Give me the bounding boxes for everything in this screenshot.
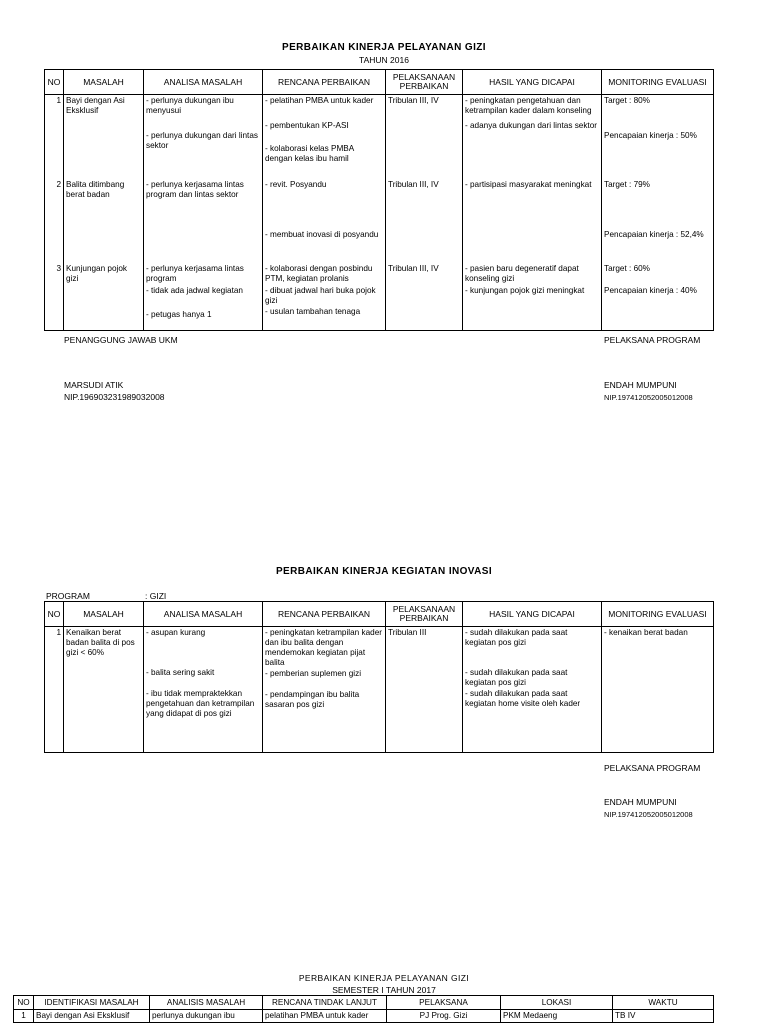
analisa-line: - balita sering sakit (146, 668, 215, 677)
header-hasil: HASIL YANG DICAPAI (463, 70, 602, 95)
analisa-line: - asupan kurang (146, 628, 206, 637)
analisa-line: - perlunya kerjasama lintas program dan lintas sektor (146, 179, 244, 199)
cell-identifikasi: Bayi dengan Asi Eksklusif (34, 1010, 150, 1023)
hasil-line: - kunjungan pojok gizi meningkat (465, 285, 585, 295)
header-masalah: MASALAH (64, 602, 144, 627)
sign-left-name: MARSUDI ATIK (64, 380, 124, 390)
rencana-line: - pelatihan PMBA untuk kader (265, 96, 374, 105)
row-hasil (463, 95, 602, 179)
header-lokasi: LOKASI (501, 996, 613, 1010)
row-monitoring (602, 179, 714, 263)
row-analisa (144, 95, 263, 179)
header-no: NO (45, 602, 64, 627)
row-masalah: Bayi dengan Asi Eksklusif (64, 95, 144, 179)
rencana-line: - dibuat jadwal hari buka pojok gizi (265, 285, 376, 305)
section2-title: PERBAIKAN KINERJA KEGIATAN INOVASI (275, 566, 493, 577)
sign-right-role: PELAKSANA PROGRAM (604, 335, 701, 345)
header-no: NO (45, 70, 64, 95)
table-row (45, 263, 714, 331)
sign2-right-role: PELAKSANA PROGRAM (604, 763, 701, 773)
sign2-right-nip: NIP.197412052005012008 (604, 810, 693, 819)
sign-right-name: ENDAH MUMPUNI (604, 380, 677, 390)
monitoring-line: Pencapaian kinerja : 40% (604, 285, 697, 295)
program-label: PROGRAM (46, 591, 90, 601)
sign-right-nip: NIP.197412052005012008 (604, 393, 693, 402)
rencana-line: - membuat inovasi di posyandu (265, 229, 379, 239)
header-waktu: WAKTU (613, 996, 714, 1010)
row-analisa (144, 263, 263, 331)
header-rencana: RENCANA PERBAIKAN (263, 70, 386, 95)
header-hasil: HASIL YANG DICAPAI (463, 602, 602, 627)
row-pelaksanaan: Tribulan III, IV (386, 179, 463, 263)
table-row (45, 179, 714, 263)
sign-left-nip: NIP.196903231989032008 (64, 392, 165, 402)
row-masalah: Kunjungan pojok gizi (64, 263, 144, 331)
row-monitoring (602, 95, 714, 179)
analisa-line: - ibu tidak mempraktekkan pengetahuan dan ketrampilan yang didapat di pos gizi (146, 689, 255, 718)
cell-lokasi: PKM Medaeng (501, 1010, 613, 1023)
hasil-line: - pasien baru degeneratif dapat konseling gizi (465, 263, 579, 283)
monitoring-line: Target : 79% (604, 179, 650, 189)
row-pelaksanaan: Tribulan III (386, 627, 463, 753)
row-hasil (463, 627, 602, 753)
hasil-line: - partisipasi masyarakat meningkat (465, 179, 592, 189)
section3-subtitle: SEMESTER I TAHUN 2017 (332, 985, 436, 995)
row-analisa (144, 627, 263, 753)
row-masalah: Balita ditimbang berat badan (64, 179, 144, 263)
hasil-line: - peningkatan pengetahuan dan ketrampilan kader dalam konseling (465, 96, 592, 115)
section1-header-row (45, 70, 714, 95)
analisa-line: - petugas hanya 1 (146, 309, 212, 319)
header-monitoring: MONITORING EVALUASI (602, 602, 714, 627)
row-hasil (463, 179, 602, 263)
hasil-line: - sudah dilakukan pada saat kegiatan home visite oleh kader (465, 689, 581, 708)
rencana-line: - usulan tambahan tenaga (265, 306, 361, 316)
row-rencana (263, 263, 386, 331)
header-analisis: ANALISIS MASALAH (150, 996, 263, 1010)
sign-left-role: PENANGGUNG JAWAB UKM (64, 335, 178, 345)
row-monitoring (602, 627, 714, 753)
monitoring-line: Target : 60% (604, 263, 650, 273)
analisa-line: - perlunya kerjasama lintas program (146, 263, 244, 283)
hasil-line: - adanya dukungan dari lintas sektor (465, 121, 597, 130)
rencana-line: - kolaborasi kelas PMBA dengan kelas ibu hamil (265, 144, 354, 163)
row-rencana (263, 95, 386, 179)
rencana-line: - pendampingan ibu balita sasaran pos gizi (265, 690, 360, 709)
row-no: 1 (45, 95, 64, 179)
hasil-line: - sudah dilakukan pada saat kegiatan pos gizi (465, 628, 568, 647)
section2-header-row (45, 602, 714, 627)
row-analisa (144, 179, 263, 263)
section1-table (44, 69, 714, 331)
header-pelaksanaan: PELAKSANAAN PERBAIKAN (386, 602, 463, 627)
header-identifikasi: IDENTIFIKASI MASALAH (34, 996, 150, 1010)
header-no: NO (14, 996, 34, 1010)
section1-title: PERBAIKAN KINERJA PELAYANAN GIZI (282, 42, 486, 53)
section3-title: PERBAIKAN KINERJA PELAYANAN GIZI (298, 973, 470, 983)
hasil-line: - sudah dilakukan pada saat kegiatan pos gizi (465, 668, 568, 687)
cell-waktu: TB IV (613, 1010, 714, 1023)
section3-table (13, 995, 714, 1023)
table-row (45, 95, 714, 179)
monitoring-line: Pencapaian kinerja : 52,4% (604, 229, 704, 239)
rencana-line: - peningkatan ketrampilan kader dan ibu balita dengan mendemokan kegiatan pijat balita (265, 628, 382, 667)
table-row (45, 627, 714, 753)
header-analisa: ANALISA MASALAH (144, 602, 263, 627)
program-value: : GIZI (145, 591, 167, 601)
cell-no: 1 (14, 1010, 34, 1023)
table-row (14, 1010, 714, 1023)
rencana-line: - revit. Posyandu (265, 179, 327, 189)
monitoring-line: Pencapaian kinerja : 50% (604, 131, 697, 140)
header-rencana: RENCANA PERBAIKAN (263, 602, 386, 627)
header-analisa: ANALISA MASALAH (144, 70, 263, 95)
header-masalah: MASALAH (64, 70, 144, 95)
analisa-line: - perlunya dukungan dari lintas sektor (146, 131, 258, 150)
monitoring-line: Target : 80% (604, 96, 650, 105)
row-rencana (263, 627, 386, 753)
row-hasil (463, 263, 602, 331)
rencana-line: - pemberian suplemen gizi (265, 669, 362, 678)
analisa-line: - perlunya dukungan ibu menyusui (146, 96, 234, 115)
row-monitoring (602, 263, 714, 331)
header-monitoring: MONITORING EVALUASI (602, 70, 714, 95)
section3-header-row (14, 996, 714, 1010)
section2-table (44, 601, 714, 753)
row-no: 2 (45, 179, 64, 263)
row-pelaksanaan: Tribulan III, IV (386, 263, 463, 331)
rencana-line: - kolaborasi dengan posbindu PTM, kegiatan prolanis (265, 263, 373, 283)
row-rencana (263, 179, 386, 263)
monitoring-line: - kenaikan berat badan (604, 628, 688, 637)
row-pelaksanaan: Tribulan III, IV (386, 95, 463, 179)
sign2-right-name: ENDAH MUMPUNI (604, 797, 677, 807)
row-no: 3 (45, 263, 64, 331)
row-no: 1 (45, 627, 64, 753)
header-pelaksanaan: PELAKSANAAN PERBAIKAN (386, 70, 463, 95)
analisa-line: - tidak ada jadwal kegiatan (146, 285, 243, 295)
cell-pelaksana: PJ Prog. Gizi (387, 1010, 501, 1023)
cell-rencana-tindak: pelatihan PMBA untuk kader (263, 1010, 387, 1023)
section1-subtitle: TAHUN 2016 (359, 55, 409, 65)
row-masalah: Kenaikan berat badan balita di pos gizi < 60% (64, 627, 144, 753)
rencana-line: - pembentukan KP-ASI (265, 121, 349, 130)
cell-analisis: perlunya dukungan ibu (150, 1010, 263, 1023)
header-pelaksana: PELAKSANA (387, 996, 501, 1010)
header-rencana-tindak: RENCANA TINDAK LANJUT (263, 996, 387, 1010)
